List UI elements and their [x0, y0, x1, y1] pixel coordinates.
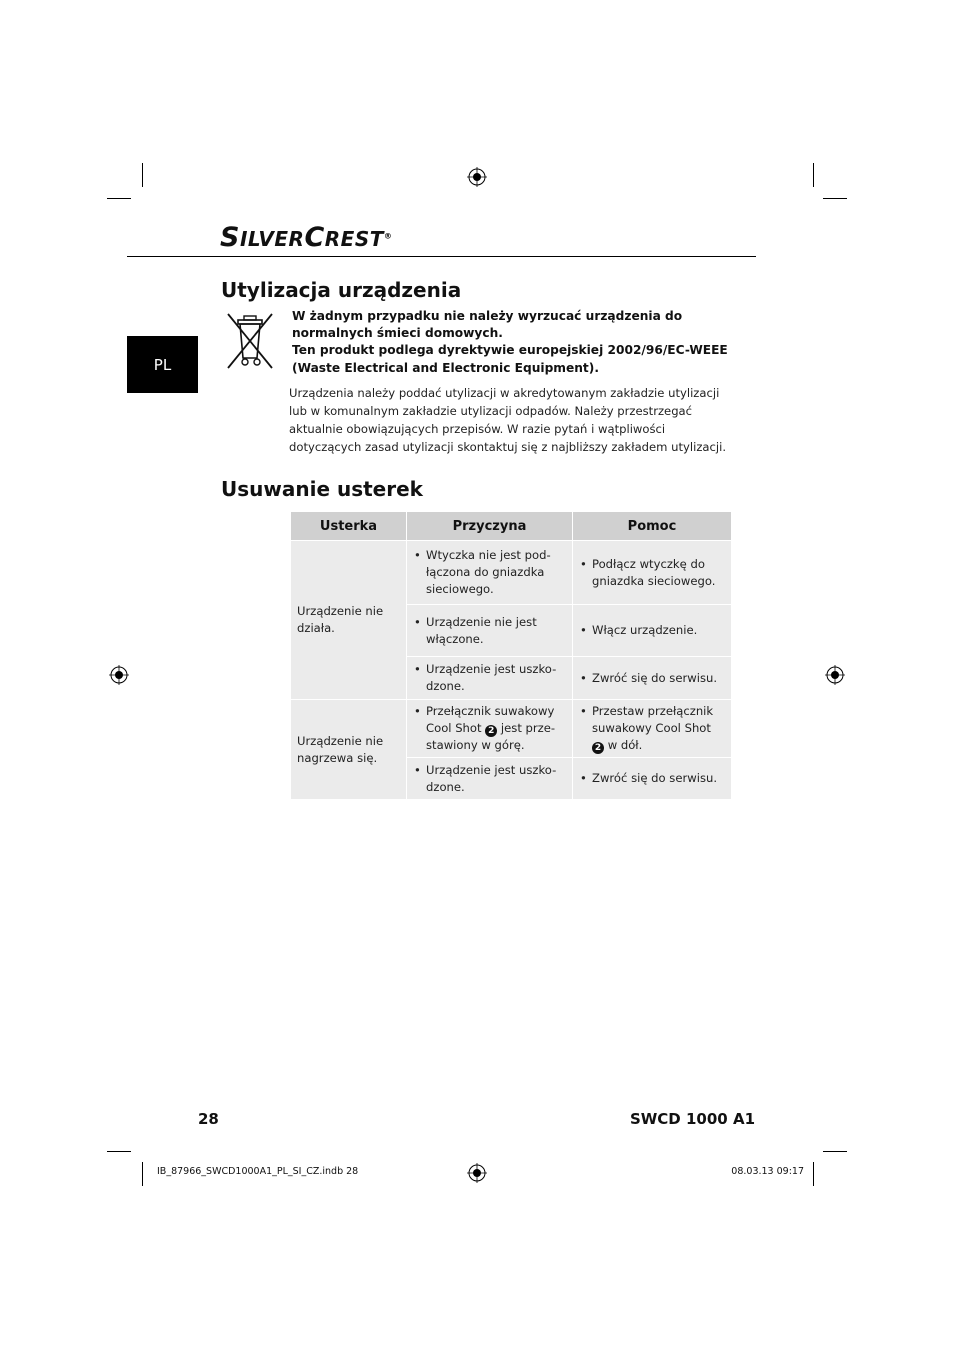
crop-mark — [813, 1162, 814, 1186]
language-tab-label: PL — [153, 355, 172, 374]
cause-text: Urządzenie jest uszko-dzone. — [426, 662, 557, 693]
fault-text: Urządzenie nie nagrzewa się. — [297, 733, 384, 765]
print-slug-date: 08.03.13 09:17 — [731, 1166, 804, 1177]
disposal-warning — [292, 308, 752, 377]
brand-text: ILVER — [239, 227, 305, 251]
registration-mark-icon — [825, 665, 845, 685]
disposal-title: Utylizacja urządzenia — [221, 278, 462, 302]
remedy-text: Zwróć się do serwisu. — [592, 771, 718, 785]
cause-text: Urządzenie jest uszko-dzone. — [426, 762, 557, 794]
bullet: • — [414, 704, 421, 718]
remedy-text-part: Przestaw przełącznik suwakowy Cool Shot — [592, 704, 714, 735]
brand-letter: S — [220, 222, 240, 253]
bullet: • — [580, 771, 587, 785]
troubleshooting-table — [290, 511, 732, 800]
remedy-text: Włącz urządzenie. — [592, 623, 698, 637]
cause-cell — [407, 758, 573, 800]
fault-text: Urządzenie nie działa. — [297, 604, 384, 635]
cause-text-part: Przełącznik suwakowy Cool Shot — [426, 704, 555, 735]
remedy-cell — [573, 605, 732, 657]
registration-mark-icon — [467, 1163, 487, 1183]
page-number: 28 — [198, 1110, 219, 1128]
part-number-badge: 2 — [485, 725, 497, 737]
crop-mark — [107, 198, 131, 199]
remedy-text: Podłącz wtyczkę do gniazdka sieciowego. — [592, 556, 716, 588]
remedy-text — [592, 703, 723, 754]
remedy-cell — [573, 541, 732, 605]
crop-mark — [107, 1151, 131, 1152]
bullet: • — [580, 623, 587, 637]
remedy-cell — [573, 657, 732, 700]
column-header-remedy: Pomoc — [573, 512, 732, 541]
bullet: • — [414, 614, 421, 629]
cause-text — [426, 703, 564, 754]
disposal-body: Urządzenia należy poddać utylizacji w akredytowanym zakładzie utylizacji lub w komunalnym zakładzie utylizacji odpadów. Należy przestrzegać aktualnie obowiązujących przepisów. W razie pytań i wątpliwości dotyczących zasad utylizacji skontaktuj się z najbliższy zakładem utylizacji. — [289, 386, 727, 454]
warning-line: Ten produkt podlega dyrektywie europejskiej 2002/96/EC-WEEE (Waste Electrical and Electronic Equipment). — [292, 343, 728, 375]
bullet: • — [580, 704, 587, 718]
crop-mark — [823, 1151, 847, 1152]
bullet: • — [414, 662, 421, 676]
cause-text-part: jest prze-stawiony w górę. — [426, 721, 556, 752]
crop-mark — [142, 163, 143, 187]
column-header-fault: Usterka — [291, 512, 407, 541]
cause-text: Wtyczka nie jest pod-łączona do gniazdka sieciowego. — [426, 548, 551, 596]
remedy-cell — [573, 700, 732, 758]
table-header-row — [291, 512, 732, 541]
cause-cell — [407, 700, 573, 758]
bullet: • — [414, 548, 421, 562]
header-rule — [127, 256, 756, 257]
cause-cell — [407, 605, 573, 657]
bullet: • — [580, 556, 587, 571]
registration-mark-icon — [109, 665, 129, 685]
table-row — [291, 541, 732, 605]
fault-cell — [291, 541, 407, 700]
registration-mark-icon — [467, 167, 487, 187]
warning-line: W żadnym przypadku nie należy wyrzucać urządzenia do normalnych śmieci domowych. — [292, 309, 683, 341]
language-tab — [127, 336, 198, 393]
bullet: • — [414, 762, 421, 777]
cause-text: Urządzenie nie jest włączone. — [426, 614, 537, 646]
remedy-text: Zwróć się do serwisu. — [592, 670, 718, 685]
cause-cell — [407, 541, 573, 605]
model-number: SWCD 1000 A1 — [629, 1110, 755, 1128]
crop-mark — [813, 163, 814, 187]
brand-logo — [220, 222, 392, 253]
brand-text: REST — [324, 227, 384, 251]
remedy-text-part: w dół. — [607, 738, 643, 752]
brand-letter: C — [304, 222, 325, 253]
part-number-badge: 2 — [592, 742, 604, 754]
registered-mark: ® — [383, 231, 393, 241]
troubleshooting-title: Usuwanie usterek — [221, 477, 423, 501]
cause-cell — [407, 657, 573, 700]
column-header-cause: Przyczyna — [407, 512, 573, 541]
crop-mark — [142, 1162, 143, 1186]
table-row — [291, 700, 732, 758]
crop-mark — [823, 198, 847, 199]
remedy-cell — [573, 758, 732, 800]
crossed-out-wheelie-bin-icon — [224, 310, 276, 372]
print-slug-file: IB_87966_SWCD1000A1_PL_SI_CZ.indb 28 — [157, 1166, 359, 1177]
fault-cell — [291, 700, 407, 800]
bullet: • — [580, 670, 587, 685]
